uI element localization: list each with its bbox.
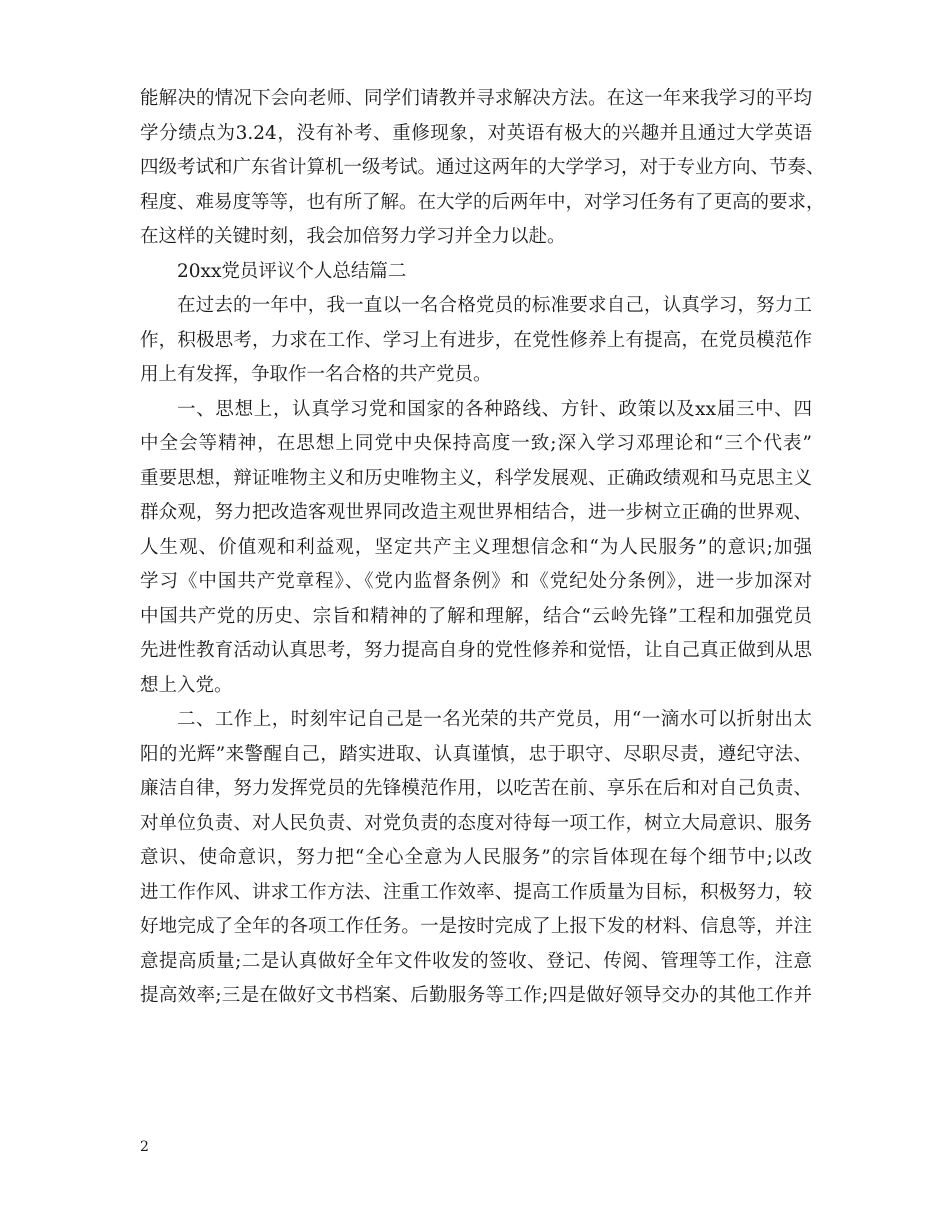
- text-line: 对单位负责、对人民负责、对党负责的态度对待每一项工作，树立大局意识、服务: [140, 812, 812, 834]
- text-line: 一、思想上，认真学习党和国家的各种路线、方针、政策以及xx届三中、四: [177, 398, 812, 420]
- text-line: 想上入党。: [140, 674, 233, 696]
- text-line: 先进性教育活动认真思考，努力提高自身的党性修养和觉悟，让自己真正做到从思: [140, 640, 812, 661]
- text-line: 阳的光辉”来警醒自己，踏实进取、认真谨慎，忠于职守、尽职尽责，遵纪守法、: [140, 743, 812, 765]
- text-line: 在这样的关键时刻，我会加倍努力学习并全力以赴。: [140, 226, 566, 247]
- text-line: 在过去的一年中，我一直以一名合格党员的标准要求自己，认真学习，努力工: [177, 295, 812, 316]
- text-line: 进工作作风、讲求工作方法、注重工作效率、提高工作质量为目标，积极努力，较: [140, 881, 812, 903]
- text-line: 学习《中国共产党章程》、《党内监督条例》和《党纪处分条例》，进一步加深对: [140, 571, 812, 592]
- text-line: 中全会等精神，在思想上同党中央保持高度一致;深入学习邓理论和“三个代表”: [140, 433, 812, 454]
- text-line: 群众观，努力把改造客观世界同改造主观世界相结合，进一步树立正确的世界观、: [140, 502, 812, 523]
- text-line: 能解决的情况下会向老师、同学们请教并寻求解决方法。在这一年来我学习的平均: [140, 88, 812, 109]
- text-line: 二、工作上，时刻牢记自己是一名光荣的共产党员，用“一滴水可以折射出太: [177, 709, 812, 730]
- text-line: 提高效率;三是在做好文书档案、后勤服务等工作;四是做好领导交办的其他工作并: [140, 985, 812, 1006]
- text-line: 作，积极思考，力求在工作、学习上有进步，在党性修养上有提高，在党员模范作: [140, 329, 812, 351]
- text-line: 人生观、价值观和利益观，坚定共产主义理想信念和“为人民服务”的意识;加强: [140, 536, 812, 558]
- paragraph: [140, 703, 812, 1014]
- paragraph: [140, 82, 825, 255]
- text-line: 学分绩点为3.24，没有补考、重修现象，对英语有极大的兴趣并且通过大学英语: [140, 122, 812, 144]
- paragraph: [140, 255, 812, 290]
- text-line: 意提高质量;二是认真做好全年文件收发的签收、登记、传阅、管理等工作，注意: [140, 950, 812, 972]
- text-line: 程度、难易度等等，也有所了解。在大学的后两年中，对学习任务有了更高的要求，: [140, 191, 825, 213]
- text-line: 意识、使命意识，努力把“全心全意为人民服务”的宗旨体现在每个细节中;以改: [140, 847, 812, 868]
- text-line: 四级考试和广东省计算机一级考试。通过这两年的大学学习，对于专业方向、节奏、: [140, 157, 825, 178]
- text-line: 20xx党员评议个人总结篇二: [177, 260, 407, 282]
- page-number: 2: [140, 1139, 149, 1155]
- text-line: 重要思想，辩证唯物主义和历史唯物主义，科学发展观、正确政绩观和马克思主义: [140, 467, 812, 489]
- text-line: 好地完成了全年的各项工作任务。一是按时完成了上报下发的材料、信息等，并注: [140, 916, 812, 937]
- text-line: 中国共产党的历史、宗旨和精神的了解和理解，结合“云岭先锋”工程和加强党员: [140, 605, 812, 627]
- document-page: [140, 82, 825, 1014]
- text-line: 廉洁自律，努力发挥党员的先锋模范作用，以吃苦在前、享乐在后和对自己负责、: [140, 778, 812, 799]
- paragraph: [140, 393, 812, 704]
- paragraph: [140, 289, 812, 393]
- text-line: 用上有发挥，争取作一名合格的共产党员。: [140, 364, 492, 385]
